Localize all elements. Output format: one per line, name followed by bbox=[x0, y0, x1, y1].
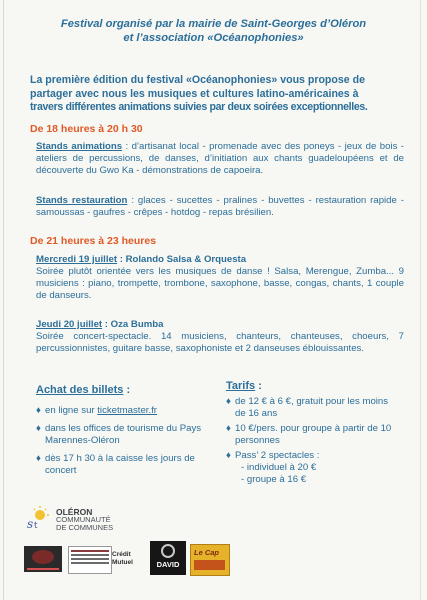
oleron-logo-line-1: OLÉRON bbox=[56, 507, 93, 517]
prices-title-text: Tarifs bbox=[226, 380, 256, 392]
david-logo-text: DAVID bbox=[156, 560, 180, 569]
sponsor-logo-1 bbox=[24, 546, 62, 572]
wednesday-date: Mercredi 19 juillet bbox=[36, 254, 118, 265]
oleron-logo bbox=[24, 504, 124, 532]
tickets-title-colon: : bbox=[123, 384, 131, 396]
evening-slot-heading: De 21 heures à 23 heures bbox=[30, 235, 157, 247]
oleron-logo-line-3: DE COMMUNES bbox=[56, 523, 114, 532]
wednesday-description: Soirée plutôt orientée vers les musiques de danse ! Salsa, Merengue, Zumba... 9 musiciens : piano, trompette, trombone, saxophone, basse, congas, chants, 1 couple de danseurs. bbox=[36, 266, 404, 301]
page-edge-right bbox=[420, 0, 421, 600]
svg-text:s: s bbox=[27, 517, 34, 531]
ticket-online-item bbox=[36, 405, 211, 417]
wednesday-concert bbox=[36, 254, 404, 302]
diamond-bullet-icon: ♦ bbox=[226, 423, 231, 434]
diamond-bullet-icon: ♦ bbox=[36, 453, 41, 464]
header-line-1: Festival organisé par la mairie de Saint-Georges d’Oléron bbox=[60, 18, 367, 30]
intro-paragraph bbox=[30, 74, 400, 115]
svg-text:t: t bbox=[34, 521, 38, 531]
prices-title-colon: : bbox=[255, 380, 262, 392]
tickets-title bbox=[36, 384, 130, 396]
ticket-gate-text: dès 17 h 30 à la caisse les jours de concert bbox=[45, 453, 195, 476]
diamond-bullet-icon: ♦ bbox=[226, 450, 231, 461]
prices-title bbox=[226, 380, 262, 392]
stands-animations-text: : d’artisanat local - promenade avec des poneys - jeux de bois - ateliers de percussions, de danses, d’initiation aux chants guadeloupéens et de découverte du Gwo Ka - démonstrations de capoeira. bbox=[36, 141, 404, 176]
ticket-offices-text: dans les offices de tourisme du Pays Marennes-Oléron bbox=[45, 423, 202, 446]
wednesday-title: : Rolando Salsa & Orquesta bbox=[117, 254, 247, 265]
stands-restauration-label: Stands restauration bbox=[36, 195, 128, 206]
header-line-2: et l’association «Océanophonies» bbox=[123, 32, 304, 44]
le-cap-logo bbox=[190, 544, 230, 576]
oleron-logo-line-2: COMMUNAUTÉ bbox=[56, 515, 111, 524]
day-slot-heading: De 18 heures à 20 h 30 bbox=[30, 123, 143, 135]
credit-mutuel-text: Crédit Mutuel bbox=[112, 551, 133, 566]
sponsor-logo-2 bbox=[68, 546, 112, 574]
ticketmaster-link[interactable]: ticketmaster.fr bbox=[97, 405, 157, 416]
tickets-title-text: Achat des billets bbox=[36, 384, 124, 396]
stands-animations bbox=[36, 141, 404, 177]
stands-restauration-text: : glaces - sucettes - pralines - buvettes - restauration rapide - samoussas - gaufres - crêpes - hotdog - repas brésilien. bbox=[36, 195, 404, 218]
diamond-bullet-icon: ♦ bbox=[36, 423, 41, 434]
le-cap-text: Le Cap bbox=[194, 548, 220, 557]
diamond-bullet-icon: ♦ bbox=[226, 396, 231, 407]
ticket-online-prefix: en ligne sur bbox=[45, 405, 98, 416]
festival-header bbox=[20, 17, 407, 45]
intro-line-3: travers différentes animations suivies par deux soirées exceptionnelles. bbox=[30, 101, 368, 113]
price-item-3-text: Pass’ 2 spectacles : bbox=[235, 450, 320, 461]
price-item-3 bbox=[226, 450, 396, 486]
sun-icon bbox=[24, 504, 52, 532]
le-cap-banner bbox=[194, 560, 225, 570]
price-group: - groupe à 16 € bbox=[241, 474, 307, 485]
ticket-offices-item bbox=[36, 423, 211, 447]
price-item-2-text: 10 €/pers. pour groupe à partir de 10 personnes bbox=[235, 423, 392, 446]
sponsor-1-emblem bbox=[32, 550, 54, 564]
sponsor-2-text-lines bbox=[71, 550, 109, 552]
price-item-1 bbox=[226, 396, 396, 420]
page-edge-left bbox=[3, 0, 4, 600]
thursday-description: Soirée concert-spectacle. 14 musiciens, chanteurs, chanteuses, choeurs, 7 percussionnistes, guitare basse, saxophoniste et 2 danseuses éblouissantes. bbox=[36, 331, 404, 354]
sponsor-1-stripe bbox=[27, 568, 59, 570]
price-item-1-text: de 12 € à 6 €, gratuit pour les moins de 16 ans bbox=[235, 396, 389, 419]
thursday-concert bbox=[36, 319, 404, 355]
price-individual: - individuel à 20 € bbox=[241, 462, 317, 473]
stands-restauration bbox=[36, 195, 404, 219]
stands-animations-label: Stands animations bbox=[36, 141, 123, 152]
ticket-gate-item bbox=[36, 453, 211, 477]
oleron-logo-text bbox=[56, 508, 113, 532]
thursday-title: : Oza Bumba bbox=[102, 319, 164, 330]
david-circle-icon bbox=[161, 544, 175, 558]
david-logo bbox=[150, 541, 186, 575]
intro-line-2: partager avec nous les musiques et cultures latino-américaines à bbox=[30, 87, 359, 100]
price-item-2 bbox=[226, 423, 396, 447]
intro-line-1: La première édition du festival «Océanophonies» vous propose de bbox=[30, 74, 365, 86]
diamond-bullet-icon: ♦ bbox=[36, 405, 41, 416]
credit-mutuel-logo bbox=[112, 551, 146, 567]
thursday-date: Jeudi 20 juillet bbox=[36, 319, 103, 330]
tickets-list bbox=[36, 405, 211, 483]
prices-list bbox=[226, 396, 396, 489]
